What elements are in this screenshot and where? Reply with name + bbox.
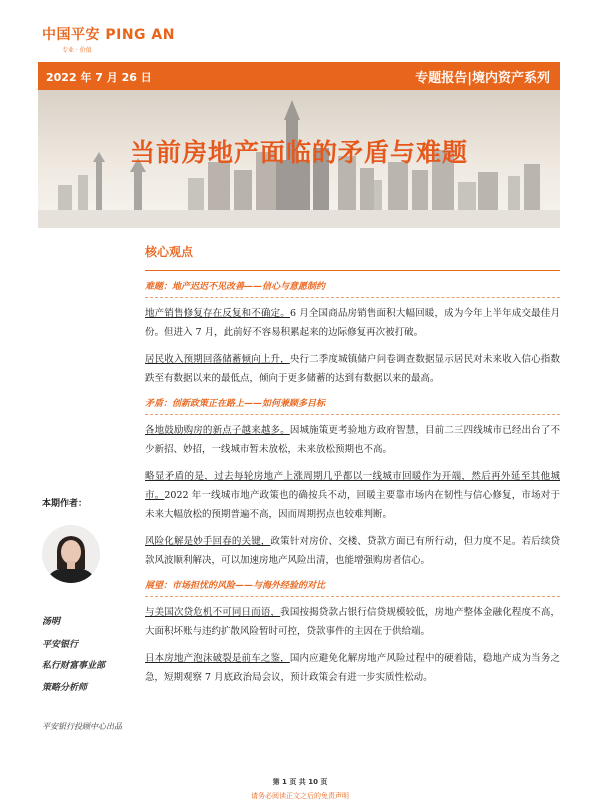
author-org: 平安银行: [42, 640, 79, 650]
paragraph-lead: 地产销售修复存在反复和不确定。: [145, 308, 290, 319]
paragraph-body: 因城施策更考验地方政府智慧，目前二三四线城市已经出台了不少新招、妙招，一线城市暂未放松，未来放松预期也不高。: [145, 425, 560, 455]
paragraph-body: 国内应避免化解房地产风险过程中的硬着陆，稳地产成为当务之急，短期观察 7 月底政治局会议，预计政策会有进一步实质性松动。: [145, 653, 560, 683]
paragraph-lead: 与美国次贷危机不可同日而语，: [145, 607, 281, 618]
report-date: 2022 年 7 月 26 日: [46, 71, 152, 84]
paragraph-lead: 略显矛盾的是，过去每轮房地产上涨周期几乎都以一线城市回暖作为开端，然后再外延至其他城市。: [145, 471, 560, 501]
paragraph-lead: 居民收入预期回落储蓄倾向上升，: [145, 354, 290, 365]
paragraph: [145, 421, 560, 459]
paragraph: [145, 467, 560, 524]
paragraph-lead: 风险化解是妙手回春的关键，: [145, 536, 271, 547]
page-number: 第 1 页 共 10 页: [272, 778, 328, 786]
paragraph: [145, 304, 560, 342]
logo-text: 中国平安 PING AN: [42, 27, 175, 43]
paragraph-lead: 日本房地产泡沫破裂是前车之鉴，: [145, 653, 290, 664]
report-title: 当前房地产面临的矛盾与难题: [129, 138, 468, 167]
author-name: 汤明: [42, 617, 61, 627]
section-divider: [145, 596, 560, 597]
paragraph-body: 央行二季度城镇储户问卷调查数据显示居民对未来收入信心指数跌至有数据以来的最低点，倾向于更多储蓄的达到有数据以来的最高。: [145, 354, 560, 384]
paragraph-lead: 各地鼓励购房的新点子越来越多。: [145, 425, 290, 436]
section-heading: 核心观点: [145, 245, 194, 259]
paragraph: [145, 649, 560, 687]
company-logo: [42, 24, 175, 54]
section-title: 展望：市场担忧的风险——与海外经验的对比: [145, 581, 326, 591]
section-divider: [145, 297, 560, 298]
paragraph-body: 2022 年一线城市地产政策也的确按兵不动，回暖主要靠市场内在韧性与信心修复，市场对于未来大幅放松的预期普遍不高，因而周期拐点也较难判断。: [145, 490, 560, 520]
author-photo-icon: [42, 525, 100, 583]
paragraph: [145, 603, 560, 641]
logo-tagline: 专业 · 价值: [62, 47, 92, 54]
report-source: 平安银行投顾中心出品: [42, 722, 122, 731]
section-title: 难题：地产迟迟不见改善——信心与意愿制约: [145, 282, 326, 292]
paragraph-body: 政策针对房价、交楼、贷款方面已有所行动，但力度不足。若后续贷款风波顺利解决，可以加速房地产风险出清，也能增强购房者信心。: [145, 536, 560, 566]
paragraph: [145, 532, 560, 570]
paragraph: [145, 350, 560, 388]
section-divider: [145, 414, 560, 415]
title-banner: [38, 90, 560, 228]
section-title: 矛盾：创新政策正在路上——如何兼顾多目标: [145, 399, 326, 409]
heading-divider: [145, 270, 560, 271]
author-dept: 私行财富事业部: [42, 661, 106, 671]
author-role: 策略分析师: [42, 683, 88, 693]
disclaimer-link[interactable]: 请务必阅读正文之后的免责声明: [251, 792, 349, 800]
paragraph-body: 我国按揭贷款占银行信贷规模较低，房地产整体金融化程度不高，大面积坏账与违约扩散风险暂时可控，贷款事件的主因在于供给端。: [145, 607, 560, 637]
author-avatar: [42, 525, 100, 583]
core-views-section: [145, 243, 560, 695]
authors-label: 本期作者：: [42, 499, 88, 509]
report-header-bar: [38, 62, 560, 90]
report-series: 专题报告|境内资产系列: [415, 71, 550, 86]
paragraph-body: 6 月全国商品房销售面积大幅回暖，成为今年上半年成交最佳月份。但进入 7 月，此前好不容易积累起来的边际修复再次被打破。: [145, 308, 560, 338]
